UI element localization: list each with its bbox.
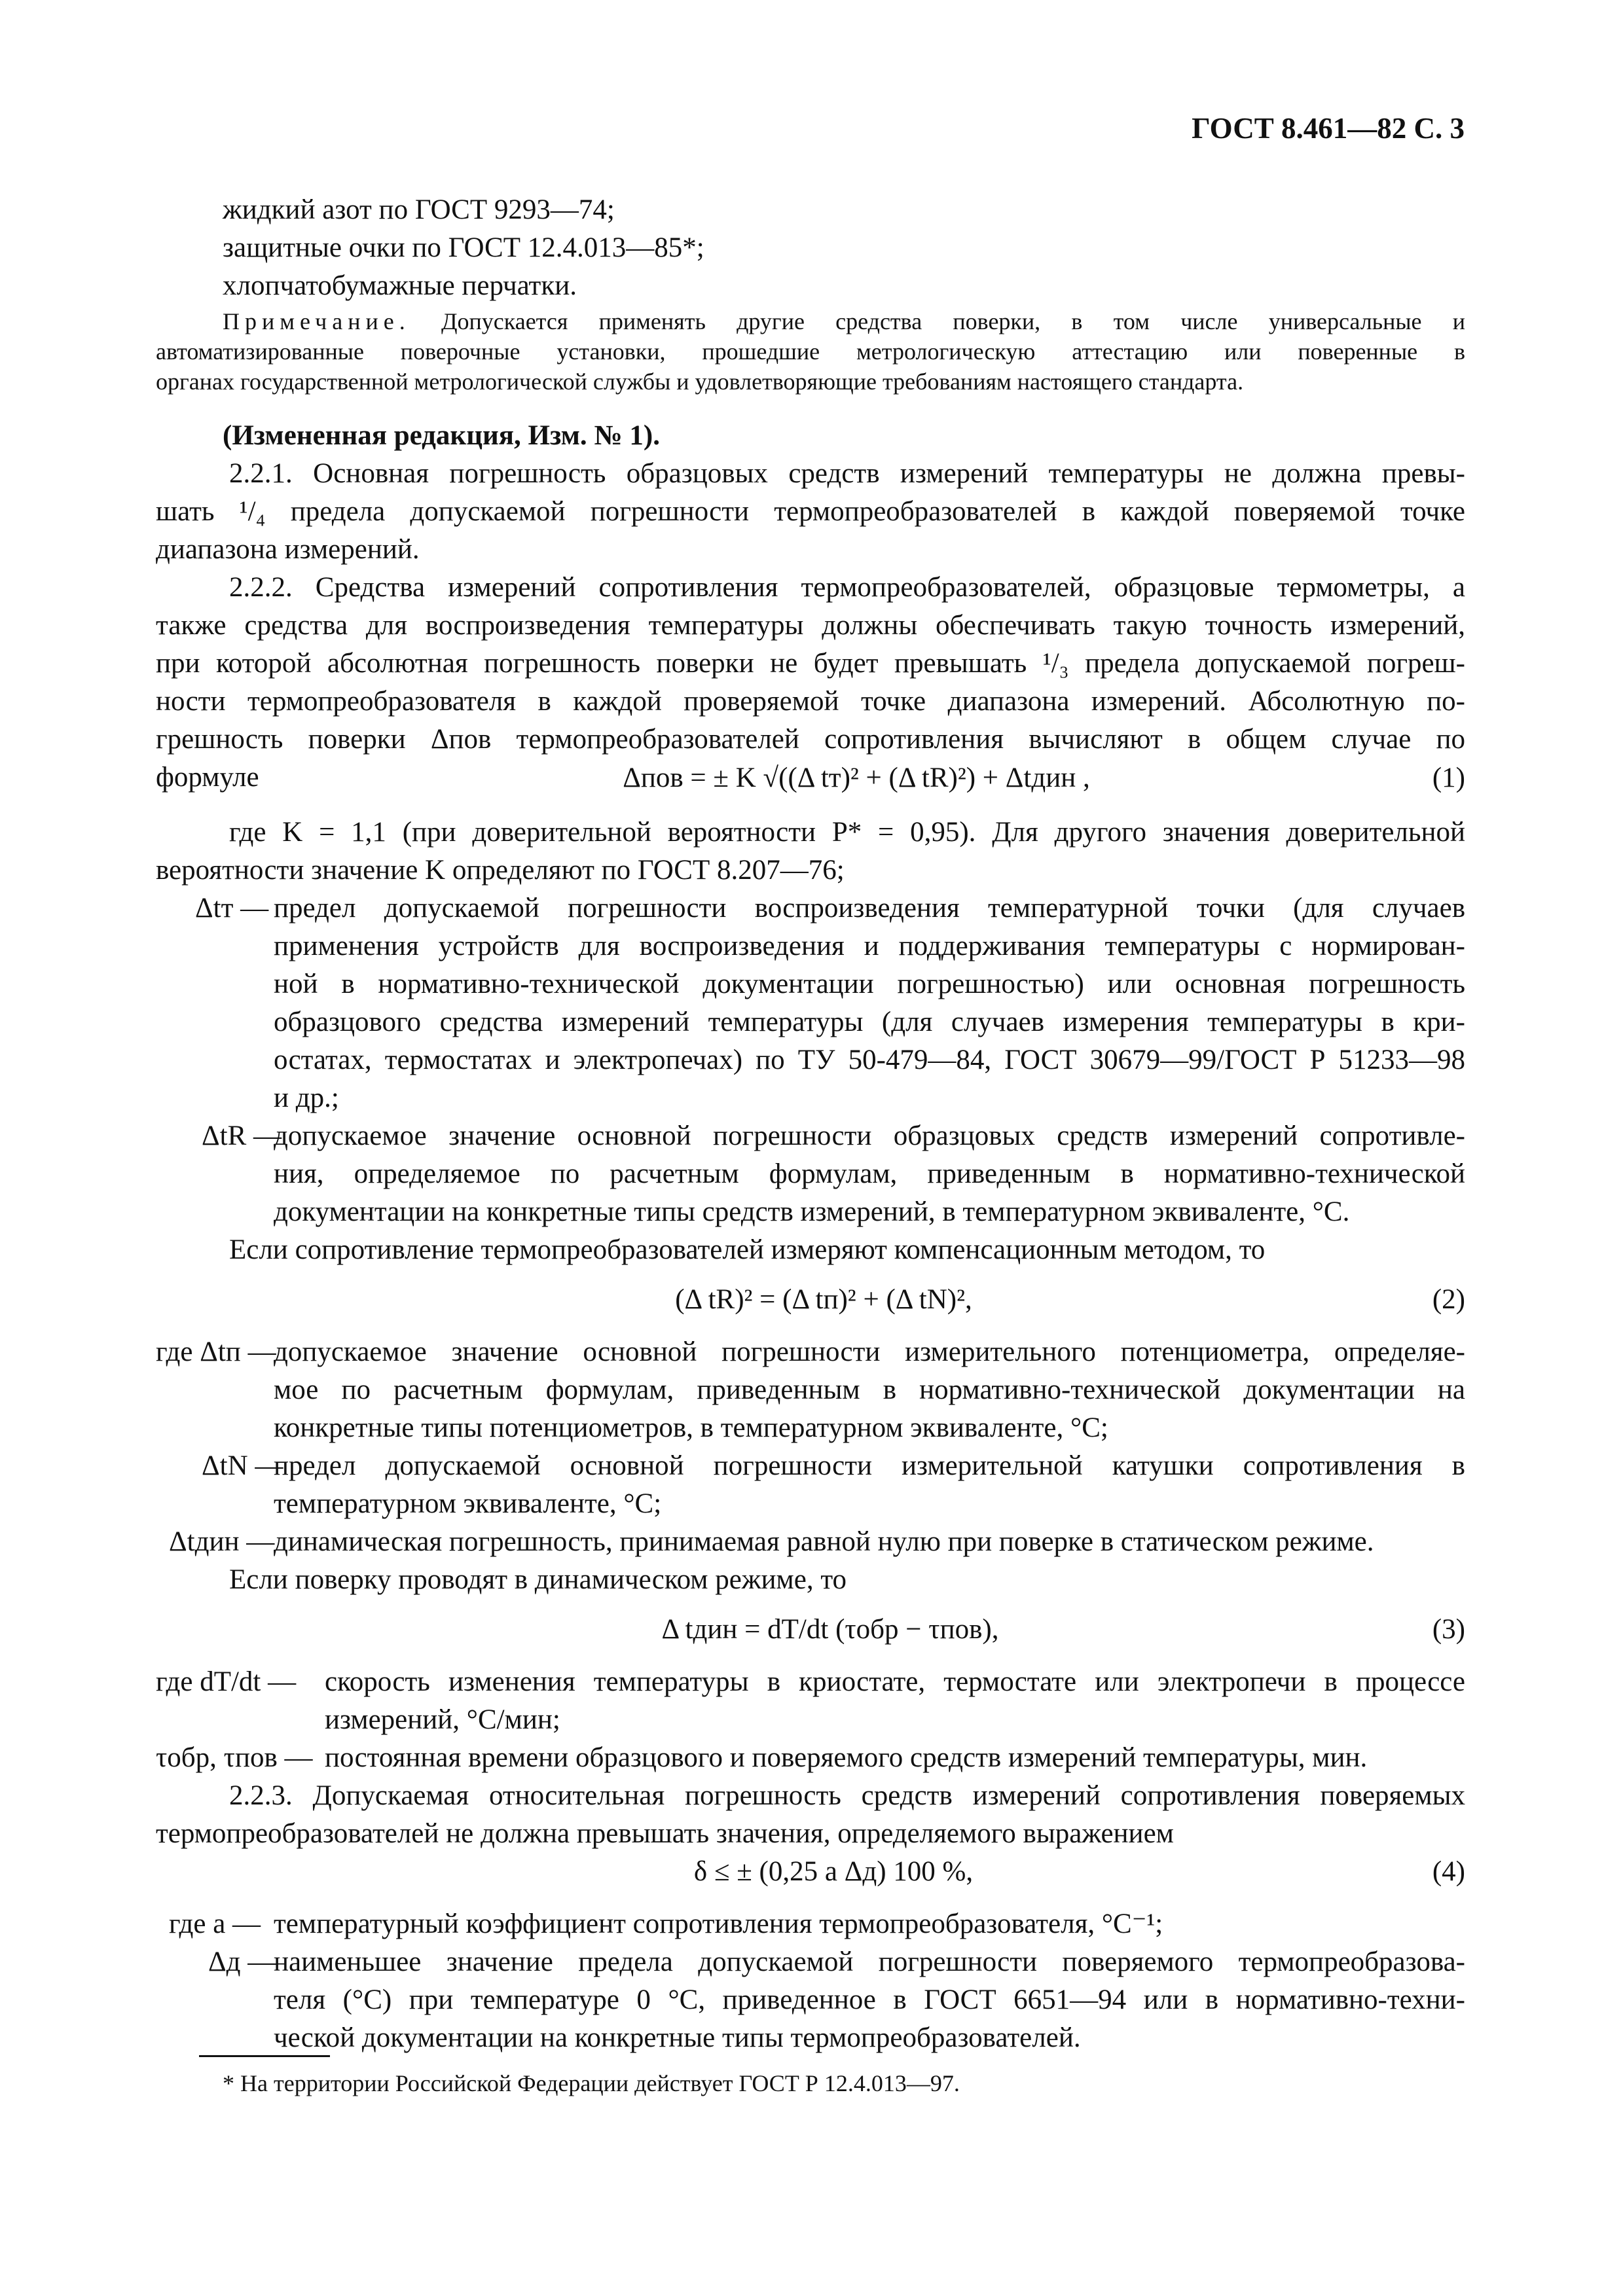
footnote-divider (199, 2055, 330, 2057)
definition-line: ния, определяемое по расчетным формулам, приведенным в нормативно-технической (274, 1158, 1465, 1189)
paragraph-line: шать ¹/₄ предела допускаемой погрешности термопреобразователей в каждой поверяемой точке (156, 496, 1465, 527)
note-line: органах государственной метрологической службы и удовлетворяющие требованиям настоящего стандарта. (156, 368, 1244, 395)
definition-a (156, 1905, 1465, 1943)
definition-dtdt (156, 1663, 1465, 1739)
definition-line: образцового средства измерений температуры (для случаев измерения температуры в кри- (274, 1007, 1465, 1037)
paragraph-line: 2.2.1. Основная погрешность образцовых средств измерений температуры не должна превы- (229, 458, 1465, 489)
definition-line: температурный коэффициент сопротивления термопреобразователя, °C⁻¹; (274, 1909, 1163, 1939)
definition-line: предел допускаемой погрешности воспроизведения температурной точки (для случаев (274, 893, 1465, 924)
note-line: автоматизированные поверочные установки, прошедшие метрологическую аттестацию или поверенные в (156, 338, 1465, 365)
definition-delta-tp (156, 1333, 1465, 1447)
amendment-note (223, 417, 1532, 455)
equation-number: (3) (1432, 1614, 1465, 1645)
definition-delta-d (156, 1943, 1465, 2057)
definition-line: скорость изменения температуры в криостате, термостате или электропечи в процессе (325, 1666, 1465, 1697)
definition-term: ΔtN — (202, 1450, 283, 1481)
definition-line: ческой документации на конкретные типы термопреобразователей. (274, 2022, 1081, 2053)
definition-line: наименьшее значение предела допускаемой погрешности поверяемого термопреобразова- (274, 1946, 1465, 1977)
definition-line: динамическая погрешность, принимаемая равной нулю при поверке в статическом режиме. (274, 1526, 1374, 1557)
paragraph-line: Если сопротивление термопреобразователей измеряют компенсационным методом, то (229, 1234, 1266, 1265)
where-k (156, 814, 1465, 889)
definition-line: допускаемое значение основной погрешности измерительного потенциометра, определяе- (274, 1336, 1465, 1367)
paragraph-line: 2.2.3. Допускаемая относительная погрешность средств измерений сопротивления поверяемых (229, 1780, 1465, 1811)
definition-term: где dT/dt — (156, 1666, 297, 1697)
definition-term: где Δtп — (156, 1336, 276, 1367)
definition-term: где a — (169, 1909, 261, 1939)
paragraph-line: при которой абсолютная погрешность поверки не будет превышать ¹/₃ предела допускаемой погреш- (156, 648, 1465, 679)
amendment-text: (Измененная редакция, Изм. № 1). (223, 420, 660, 451)
definition-term: Δtт — (195, 893, 269, 924)
paragraph-line: Если поверку проводят в динамическом режиме, то (229, 1564, 847, 1595)
section-2-2-3 (156, 1777, 1465, 1853)
definition-delta-tt (156, 889, 1465, 1117)
definition-line: теля (°C) при температуре 0 °C, приведенное в ГОСТ 6651—94 или в нормативно-техни- (274, 1984, 1465, 2015)
equation-1 (156, 759, 1465, 801)
equation-number: (1) (1432, 762, 1465, 793)
definition-term: ΔtR — (202, 1121, 282, 1151)
definition-line: предел допускаемой основной погрешности измерительной катушки сопротивления в (274, 1450, 1465, 1481)
paragraph-line: вероятности значение K определяют по ГОСТ 8.207—76; (156, 855, 845, 886)
note (156, 306, 1465, 397)
section-2-2-1 (156, 455, 1465, 569)
formula: (Δ tR)² = (Δ tп)² + (Δ tN)², (675, 1284, 972, 1315)
definition-line: температурном эквиваленте, °C; (274, 1488, 662, 1519)
equation-3 (156, 1611, 1465, 1653)
footnote: * На территории Российской Федерации действует ГОСТ Р 12.4.013—97. (223, 2070, 960, 2096)
equation-2 (156, 1281, 1465, 1323)
equation-number: (4) (1432, 1856, 1465, 1887)
definition-line: ной в нормативно-технической документации погрешностью) или основная погрешность (274, 969, 1465, 999)
definition-delta-tn (156, 1447, 1465, 1523)
paragraph-line: 2.2.2. Средства измерений сопротивления термопреобразователей, образцовые термометры, а (229, 572, 1465, 603)
formula: Δ tдин = dT/dt (τобр − τпов), (661, 1614, 999, 1645)
definition-line: допускаемое значение основной погрешности образцовых средств измерений сопротивле- (274, 1121, 1465, 1151)
definition-delta-tdin (156, 1523, 1465, 1561)
paragraph-line: ности термопреобразователя в каждой проверяемой точке диапазона измерений. Абсолютную по- (156, 686, 1465, 717)
paragraph-line: также средства для воспроизведения температуры должны обеспечивать такую точность измерений, (156, 610, 1465, 641)
paragraph-line: формуле (156, 762, 259, 793)
definition-line: конкретные типы потенциометров, в температурном эквиваленте, °C; (274, 1412, 1108, 1443)
compensation-text (156, 1231, 1465, 1269)
paragraph-line: где K = 1,1 (при доверительной вероятности P* = 0,95). Для другого значения доверительной (229, 817, 1465, 848)
definition-term: Δtдин — (169, 1526, 275, 1557)
paragraph-line: грешность поверки Δпов термопреобразователей сопротивления вычисляют в общем случае по (156, 724, 1465, 755)
list-item: хлопчатобумажные перчатки. (223, 270, 577, 301)
definition-term: Δд — (208, 1946, 276, 1977)
definition-term: τобр, τпов — (156, 1742, 313, 1773)
definition-line: документации на конкретные типы средств измерений, в температурном эквиваленте, °C. (274, 1196, 1350, 1227)
definition-line: и др.; (274, 1083, 339, 1113)
page-header: ГОСТ 8.461—82 С. 3 (1192, 112, 1465, 145)
definition-line: постоянная времени образцового и поверяемого средств измерений температуры, мин. (325, 1742, 1368, 1773)
definition-line: измерений, °C/мин; (325, 1704, 560, 1735)
paragraph-line: термопреобразователей не должна превышать значения, определяемого выражением (156, 1818, 1174, 1849)
list-item: защитные очки по ГОСТ 12.4.013—85*; (223, 232, 704, 263)
dynamic-mode-text (156, 1561, 1465, 1599)
equation-number: (2) (1432, 1284, 1465, 1315)
definition-delta-tr (156, 1117, 1465, 1231)
formula: δ ≤ ± (0,25 a Δд) 100 %, (693, 1856, 974, 1887)
definition-line: остатах, термостатах и электропечах) по ТУ 50-479—84, ГОСТ 30679—99/ГОСТ Р 51233—98 (274, 1045, 1465, 1075)
equipment-list (223, 191, 1401, 305)
paragraph-line: диапазона измерений. (156, 534, 420, 565)
note-line: Допускается применять другие средства поверки, в том числе универсальные и (441, 308, 1466, 334)
list-item: жидкий азот по ГОСТ 9293—74; (223, 194, 615, 225)
equation-4 (156, 1853, 1465, 1895)
definition-tau (156, 1739, 1465, 1777)
note-label: Примечание. (223, 308, 410, 334)
definition-line: мое по расчетным формулам, приведенным в нормативно-технической документации на (274, 1374, 1465, 1405)
definition-line: применения устройств для воспроизведения и поддерживания температуры с нормирован- (274, 931, 1465, 961)
formula: Δпов = ± K √((Δ tт)² + (Δ tR)²) + Δtдин , (623, 762, 1090, 793)
